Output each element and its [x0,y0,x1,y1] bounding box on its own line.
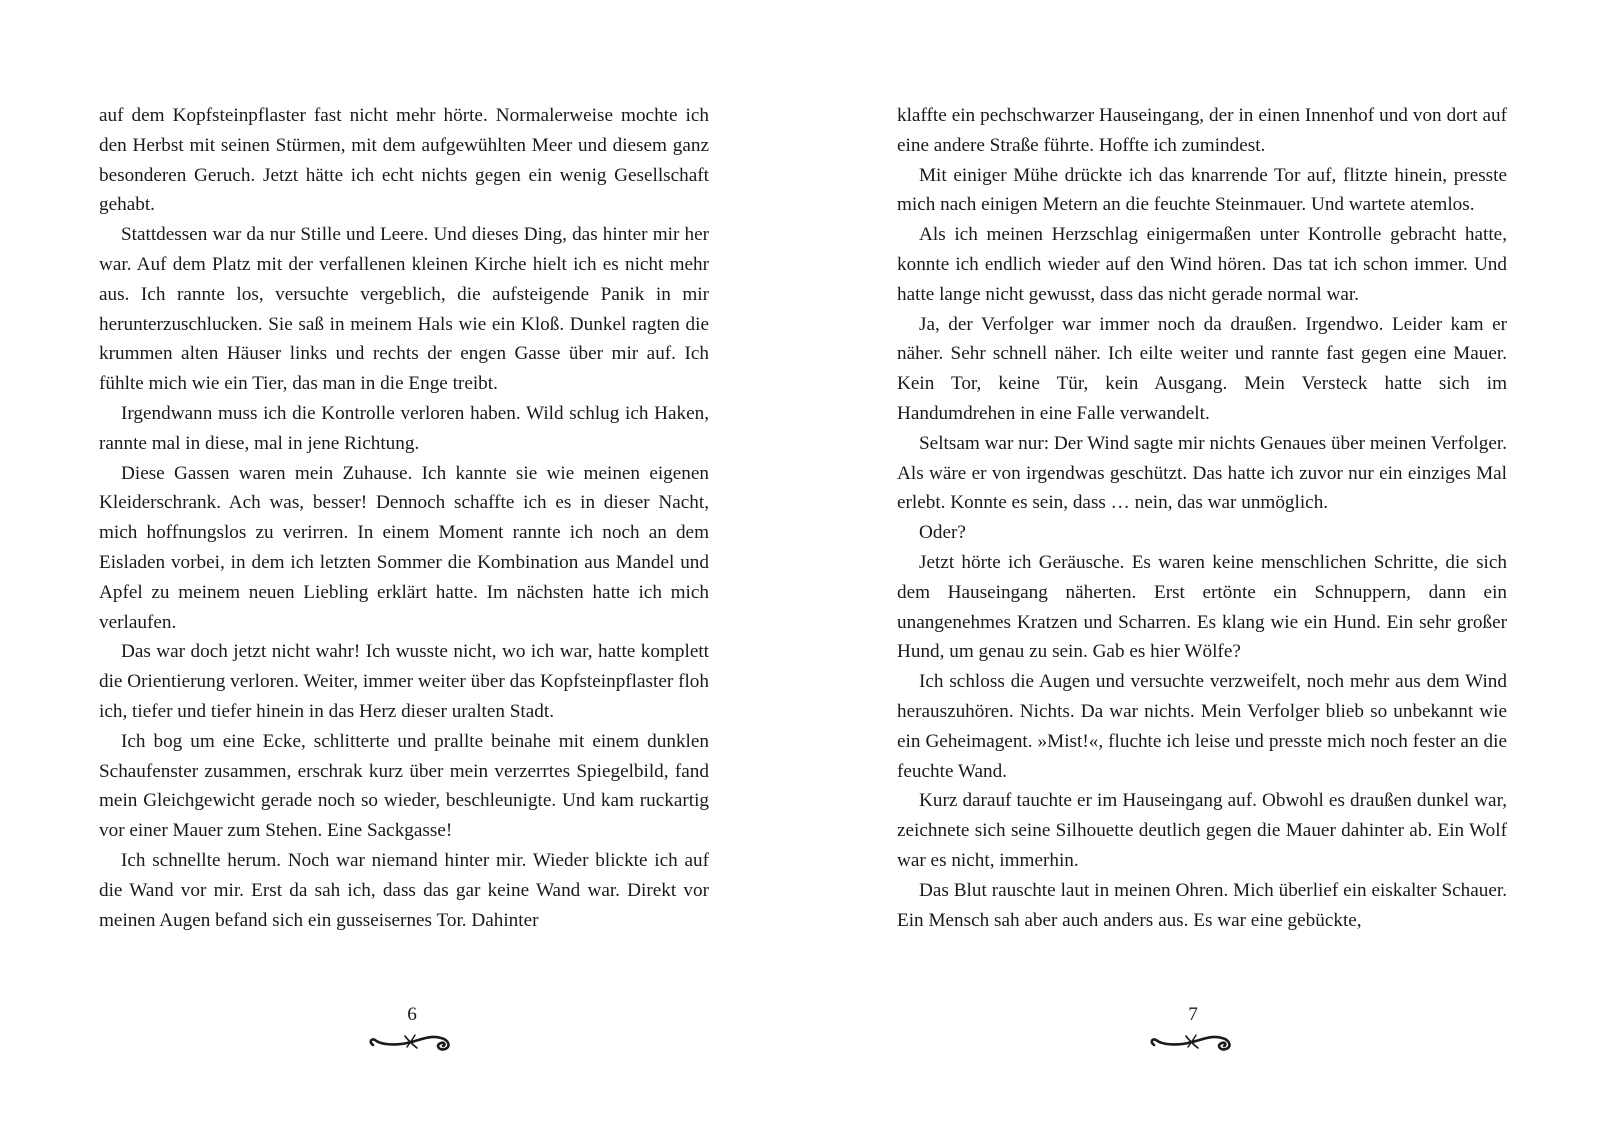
paragraph: auf dem Kopfsteinpflaster fast nicht mehr hörte. Normalerweise mochte ich den Herbst mit seinen Stürmen, mit dem aufgewühlten Meer und diesem ganz besonderen Geruch. Jetzt hätte ich echt nichts gegen ein wenig Gesellschaft gehabt. [99,105,709,216]
paragraph: klaffte ein pechschwarzer Hauseingang, der in einen Innenhof und von dort auf eine andere Straße führte. Hoffte ich zumindest. [897,105,1507,156]
left-page [99,101,709,935]
right-page-folio [1143,1002,1243,1054]
paragraph: Oder? [919,522,966,544]
left-page-folio [362,1002,462,1054]
paragraph: Als ich meinen Herzschlag einigermaßen unter Kontrolle gebracht hatte, konnte ich endlich wieder auf den Wind hören. Das tat ich schon immer. Und hatte lange nicht gewusst, dass das nicht gerade normal war. [897,224,1507,305]
paragraph: Jetzt hörte ich Geräusche. Es waren keine menschlichen Schritte, die sich dem Hauseingang näherten. Erst ertönte ein Schnuppern, dann ein unangenehmes Kratzen und Scharren. Es klang wie ein Hund. Ein sehr großer Hund, um genau zu sein. Gab es hier Wölfe? [897,551,1507,663]
paragraph: Mit einiger Mühe drückte ich das knarrende Tor auf, flitzte hinein, presste mich nach einigen Metern an die feuchte Steinmauer. Und wartete atemlos. [897,164,1507,216]
paragraph: Kurz darauf tauchte er im Hauseingang auf. Obwohl es draußen dunkel war, zeichnete sich seine Silhouette deutlich gegen die Mauer dahinter ab. Ein Wolf war es nicht, immerhin. [897,790,1507,871]
left-page-text [99,101,709,935]
paragraph: Das war doch jetzt nicht wahr! Ich wusste nicht, wo ich war, hatte komplett die Orientierung verloren. Weiter, immer weiter über das Kopfsteinpflaster floh ich, tiefer und tiefer hinein in das Herz dieser uralten Stadt. [99,641,709,722]
right-page [897,101,1507,935]
paragraph: Diese Gassen waren mein Zuhause. Ich kannte sie wie meinen eigenen Kleiderschrank. Ach was, besser! Dennoch schaffte ich es in dieser Nacht, mich hoffnungslos zu verirren. In einem Moment rannte ich noch an dem Eisladen vorbei, in dem ich letzten Sommer die Kombination aus Mandel und Apfel zu meinem neuen Liebling erklärt hatte. Im nächsten hatte ich mich verlaufen. [99,462,709,633]
flourish-swash-icon [1148,1030,1238,1054]
paragraph: Ja, der Verfolger war immer noch da draußen. Irgendwo. Leider kam er näher. Sehr schnell näher. Ich eilte weiter und rannte fast gegen eine Mauer. Kein Tor, keine Tür, kein Ausgang. Mein Versteck hatte sich im Handumdrehen in eine Falle verwandelt. [897,313,1507,424]
right-page-text [897,101,1507,935]
paragraph: Seltsam war nur: Der Wind sagte mir nichts Genaues über meinen Verfolger. Als wäre er von irgendwas geschützt. Das hatte ich zuvor nur ein einziges Mal erlebt. Konnte es sein, dass … nein, das war unmöglich. [897,432,1507,514]
paragraph: Ich schnellte herum. Noch war niemand hinter mir. Wieder blickte ich auf die Wand vor mir. Erst da sah ich, dass das gar keine Wand war. Direkt vor meinen Augen befand sich ein gusseisernes Tor. Dahinter [99,849,709,931]
paragraph: Das Blut rauschte laut in meinen Ohren. Mich überlief ein eiskalter Schauer. Ein Mensch sah aber auch anders aus. Es war eine gebückte, [897,879,1507,931]
page-number: 6 [407,1004,417,1025]
paragraph: Ich schloss die Augen und versuchte verzweifelt, noch mehr aus dem Wind herauszuhören. Nichts. Da war nichts. Mein Verfolger blieb so unbekannt wie ein Geheimagent. »Mist!«, fluchte ich leise und presste mich noch fester an die feuchte Wand. [897,671,1507,782]
paragraph: Ich bog um eine Ecke, schlitterte und prallte beinahe mit einem dunklen Schaufenster zusammen, erschrak kurz über mein verzerrtes Spiegelbild, fand mein Gleichgewicht gerade noch so wieder, beschleunigte. Und kam ruckartig vor einer Mauer zum Stehen. Eine Sackgasse! [99,730,709,842]
paragraph: Irgendwann muss ich die Kontrolle verloren haben. Wild schlug ich Haken, rannte mal in diese, mal in jene Richtung. [99,402,709,454]
paragraph: Stattdessen war da nur Stille und Leere. Und dieses Ding, das hinter mir her war. Auf dem Platz mit der verfallenen kleinen Kirche hielt ich es nicht mehr aus. Ich rannte los, versuchte vergeblich, die aufsteigende Panik in mir herunterzuschlucken. Sie saß in meinem Hals wie ein Kloß. Dunkel ragten die krummen alten Häuser links und rechts der engen Gasse über mir auf. Ich fühlte mich wie ein Tier, das man in die Enge treibt. [99,224,709,395]
flourish-swash-icon [367,1030,457,1054]
page-number: 7 [1188,1004,1198,1025]
